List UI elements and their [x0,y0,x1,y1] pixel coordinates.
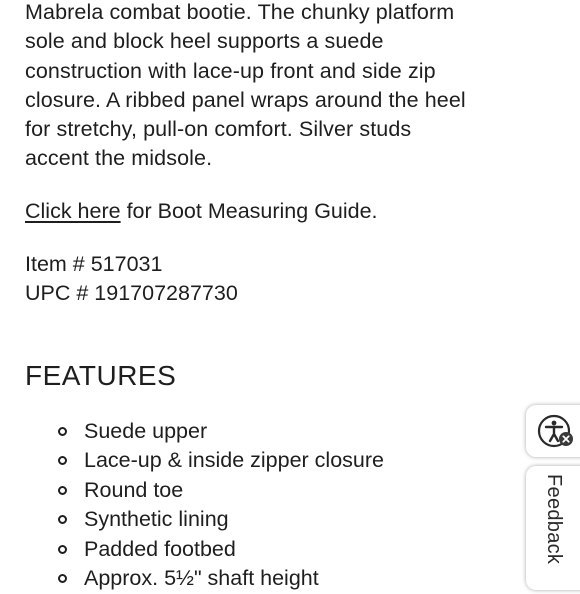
description-line: sole and block heel supports a suede [25,29,384,54]
product-identifiers [25,250,525,309]
features-heading: FEATURES [25,359,177,391]
feature-text: Synthetic lining [84,507,229,532]
bullet-icon [58,574,67,583]
feature-item [58,564,525,594]
product-details [25,0,525,594]
measuring-guide-link[interactable]: Click here [25,198,121,223]
measuring-guide-text [25,197,525,226]
bullet-icon [58,545,67,554]
measuring-guide-suffix: for Boot Measuring Guide. [120,198,378,223]
accessibility-button[interactable] [526,405,580,457]
feature-item [58,505,525,535]
feedback-tab[interactable] [526,466,580,590]
item-number: Item # 517031 [25,251,163,276]
feature-item [58,417,525,447]
description-line: closure. A ribbed panel wraps around the heel [25,87,466,112]
accessibility-icon [536,413,576,451]
description-line: for stretchy, pull-on comfort. Silver studs [25,117,412,142]
bullet-icon [58,486,67,495]
feature-item [58,446,525,476]
description-line: Mabrela combat bootie. The chunky platform [25,0,455,24]
bullet-icon [58,515,67,524]
feature-item [58,535,525,565]
bullet-icon [58,456,67,465]
upc-number: UPC # 191707287730 [25,281,238,306]
feature-text: Padded footbed [84,536,236,561]
features-list [25,417,525,594]
description-line: accent the midsole. [25,146,213,171]
feature-text: Lace-up & inside zipper closure [84,448,384,473]
description-line: construction with lace-up front and side zip [25,58,436,83]
feature-text: Suede upper [84,418,208,443]
close-icon[interactable] [559,432,573,446]
feature-item [58,476,525,506]
feedback-label: Feedback [543,474,565,565]
bullet-icon [58,427,67,436]
feature-text: Approx. 5½" shaft height [84,566,319,591]
feature-text: Round toe [84,477,184,502]
product-description [25,0,525,174]
